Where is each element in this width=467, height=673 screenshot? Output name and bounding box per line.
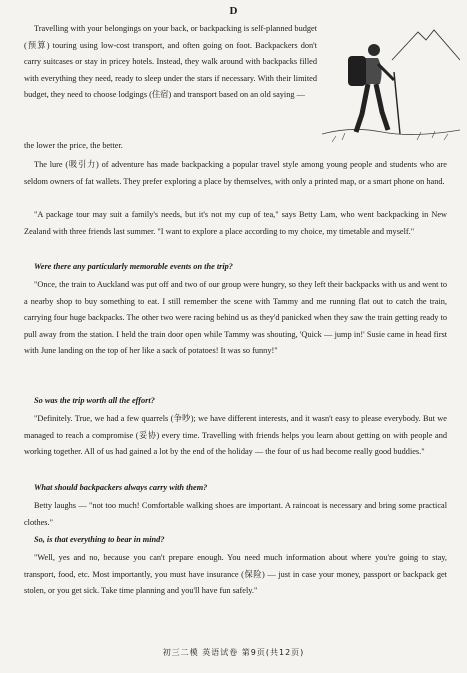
paragraph-6: Betty laughs — "not too much! Comfortable walking shoes are important. A raincoat is necessary and bring some practical clothes." xyxy=(24,501,447,527)
paragraph-2: The lure (吸引力) of adventure has made backpacking a popular travel style among young people and students who are seldom owners of fat wallets. They prefer exploring a place by themselves, with only a printed map, or a smart phone on hand. xyxy=(24,160,447,186)
question-3: What should backpackers always carry with them? xyxy=(34,483,208,492)
page-footer: 初三二模 英语试卷 第9页(共12页) xyxy=(162,648,305,657)
question-2: So was the trip worth all the effort? xyxy=(34,396,155,405)
question-1: Were there any particularly memorable events on the trip? xyxy=(34,262,233,271)
paragraph-1-end: the lower the price, the better. xyxy=(24,141,123,150)
paragraph-1: Travelling with your belongings on your back, or backpacking is self-planned budget (预算) touring using low-cost transport, and often going on foot. Backpackers don't carry suitcases or stay in pricey hotels. Instead, they walk around with backpacks filled with everything they need, ready to sleep under the stars if necessary. With their limited budget, they need to choose lodgings (住宿) and transport based on an old saying — xyxy=(24,24,317,100)
paragraph-5: "Definitely. True, we had a few quarrels (争吵); we have different interests, and it wasn't easy to please everybody. But we managed to reach a compromise (妥协) every time. Travelling with friends helps you learn about getting on with people and working together. All of us had gained a lot by the end of the holiday — the four of us had become really good buddies." xyxy=(24,414,447,457)
paragraph-7: "Well, yes and no, because you can't prepare enough. You need much information about where you're going to stay, transport, food, etc. Most importantly, you must have insurance (保险) — just in case your money, passport or backpack get stolen, or you get sick. Take time planning and you'll have fun safely." xyxy=(24,553,447,596)
paragraph-4: "Once, the train to Auckland was put off and two of our group were hungry, so they left their backpacks with us and went to a nearby shop to buy something to eat. I still remember the scene with Tammy and me running flat out to catch the train, carrying four huge backpacks. The other two were racing behind us as they'd panicked when they saw the train getting ready to pull away from the station. I held the train door open while Tammy was shouting, 'Quick — jump in!' Susie came in head first with June landing on the top of her like a sack of potatoes! It was so funny!" xyxy=(24,280,447,356)
backpacker-illustration xyxy=(322,22,460,150)
question-4: So, is that everything to bear in mind? xyxy=(34,535,165,544)
passage-heading: D xyxy=(229,5,238,17)
paragraph-3: "A package tour may suit a family's needs, but it's not my cup of tea," says Betty Lam, who went backpacking in New Zealand with three friends last summer. "I want to explore a place according to my choice, my timetable and myself." xyxy=(24,210,447,236)
